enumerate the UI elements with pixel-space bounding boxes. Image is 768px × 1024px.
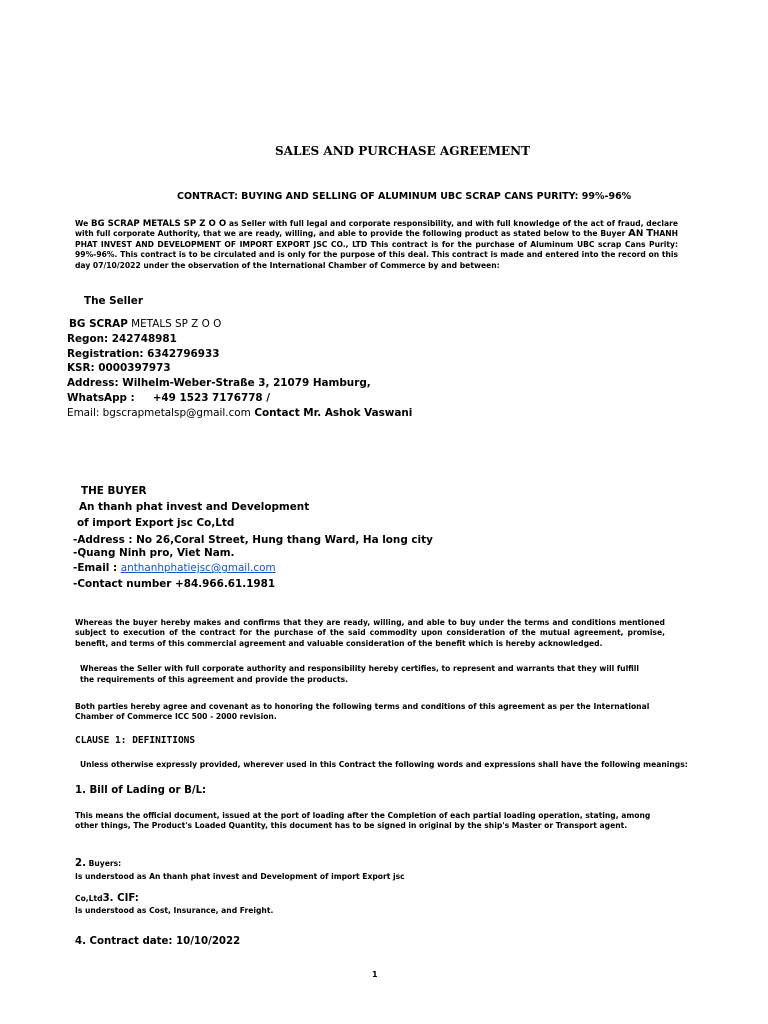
definition-2-heading: 2. Buyers: [75,858,122,869]
whereas-seller-line2: the requirements of this agreement and provide the products. [80,675,349,684]
seller-regon: Regon: 242748981 [67,333,177,345]
seller-name: BG SCRAP METALS SP Z O O [69,318,222,330]
contract-subject-line: CONTRACT: BUYING AND SELLING OF ALUMINUM UBC SCRAP CANS PURITY: 99%-96% [177,191,632,202]
buyer-address-line1: -Address : No 26,Coral Street, Hung thang Ward, Ha long city [73,534,433,546]
definition-3-text: Is understood as Cost, Insurance, and Freight. [75,906,274,915]
buyer-email: -Email : anthanhphatiejsc@gmail.com [73,562,276,574]
definition-3-heading: Co,Ltd3. CIF: [75,893,139,904]
buyer-name-inline: HANH PHAT INVEST AND DEVELOPMENT OF IMPORT EXPORT JSC CO., LTD [75,229,678,249]
buyer-name-line2: of import Export jsc Co,Ltd [77,517,235,529]
buyer-email-link[interactable]: anthanhphatiejsc@gmail.com [120,562,276,574]
whereas-seller-line1: Whereas the Seller with full corporate authority and responsibility hereby certifies, to represent and warrants that they will fulfill [80,664,640,673]
seller-whatsapp: WhatsApp : +49 1523 7176778 / [67,392,271,404]
buyer-contact-number: -Contact number +84.966.61.1981 [73,578,276,590]
seller-email-contact: Email: bgscrapmetalsp@gmail.com Contact Mr. Ashok Vaswani [67,407,413,419]
document-title: SALES AND PURCHASE AGREEMENT [275,144,531,158]
seller-ksr: KSR: 0000397973 [67,362,171,374]
definition-2-text: Is understood as An thanh phat invest and Development of import Export jsc [75,872,405,881]
intro-paragraph: We BG SCRAP METALS SP Z O O as Seller with full legal and corporate responsibility, and with full knowledge of the act of fraud, declare with full corporate Authority, that we are ready, willing, and able to provide the following product as stated below to the Buyer AN THANH PHAT INVEST AND DEVELOPMENT OF IMPORT EXPORT JSC CO., LTD This contract is for the purchase of Aluminum UBC scrap Cans Purity: 99%-96%. This contract is to be circulated and is only for the purpose of this deal. This contract is made and entered into the record on this day 07/10/2022 under the observation of the International Chamber of Commerce by and between: [75,219,678,270]
clause-1-intro: Unless otherwise expressly provided, wherever used in this Contract the following words and expressions shall have the following meanings: [80,760,688,769]
buyer-address-line2: -Quang Ninh pro, Viet Nam. [73,547,235,559]
buyer-name-line1: An thanh phat invest and Development [79,501,310,513]
both-parties-paragraph: Both parties hereby agree and covenant as to honoring the following terms and conditions of this agreement as per the International Chamber of Commerce ICC 500 - 2000 revision. [75,702,650,722]
seller-address: Address: Wilhelm-Weber-Straße 3, 21079 Hamburg, [67,377,371,389]
definition-1-heading: 1. Bill of Lading or B/L: [75,785,207,796]
seller-name-inline: BG SCRAP METALS SP Z O O [90,219,227,229]
whereas-buyer-paragraph: Whereas the buyer hereby makes and confirms that they are ready, willing, and able to buy under the terms and conditions mentioned subject to execution of the contract for the purchase of the said commodity upon consideration of the mutual agreement, promise, benefit, and terms of this commercial agreement and valuable consideration of the benefit which is hereby acknowledged. [75,618,665,648]
page-number: 1 [372,970,378,979]
definition-4-heading: 4. Contract date: 10/10/2022 [75,936,241,947]
definition-1-text: This means the official document, issued at the port of loading after the Completion of each partial loading operation, stating, among other things, The Product's Loaded Quantity, this document has to be signed in original by the ship's Master or Transport agent. [75,811,651,831]
seller-registration: Registration: 6342796933 [67,348,220,360]
clause-1-heading: CLAUSE 1: DEFINITIONS [75,735,196,746]
seller-heading: The Seller [84,295,143,307]
buyer-heading: THE BUYER [81,485,147,497]
